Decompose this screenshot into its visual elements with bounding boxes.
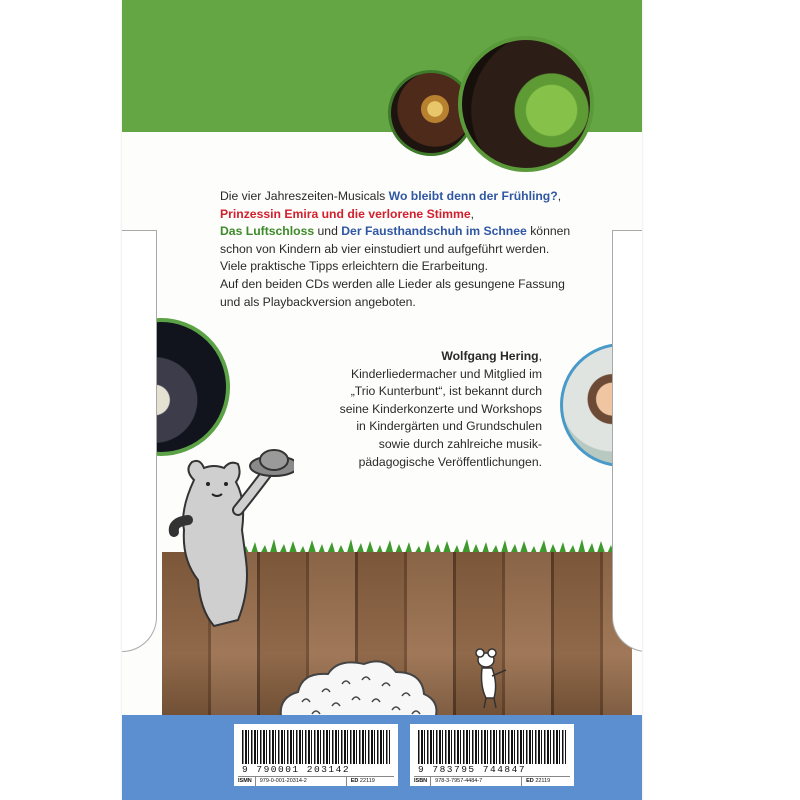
curtain-right	[612, 230, 642, 652]
bio-line-1: Kinderliedermacher und Mitglied im	[350, 366, 542, 381]
barcode-footer	[414, 776, 570, 786]
ismn-value: 979-0-001-20314-2	[256, 777, 347, 786]
bio-line-6: pädagogische Veröffentlichungen.	[358, 454, 542, 469]
curtain-left	[122, 230, 157, 652]
edition-value: 22119	[535, 778, 551, 784]
book-back-cover	[122, 0, 642, 800]
punct: ,	[470, 206, 474, 221]
barcode-ismn	[234, 724, 398, 786]
bio-line-5: sowie durch zahlreiche musik-	[378, 436, 542, 451]
bio-line-2: „Trio Kunterbunt“, ist bekannt durch	[350, 384, 542, 399]
description-line-6: Auf den beiden CDs werden alle Lieder als gesungene Fassung	[220, 276, 565, 291]
barcode-number: 9 783795 744847	[418, 764, 527, 775]
barcode-bars	[242, 730, 390, 764]
edition-value: 22119	[359, 778, 375, 784]
connector: und	[314, 224, 342, 239]
description-text	[220, 188, 580, 311]
barcode-footer	[238, 776, 394, 786]
musical-title-mitten: Der Fausthandschuh im Schnee	[341, 224, 527, 239]
description-line-4: schon von Kindern ab vier einstudiert und aufgeführt werden.	[220, 241, 550, 256]
bio-line-4: in Kindergärten und Grundschulen	[356, 419, 542, 434]
description-line-3-end: können	[526, 224, 571, 239]
description-line-7: und als Playbackversion angeboten.	[220, 294, 416, 309]
musical-title-princess: Prinzessin Emira und die verlorene Stimme	[220, 206, 471, 221]
author-name: Wolfgang Hering	[441, 349, 539, 363]
sheep-illustration	[272, 652, 442, 722]
barcode-isbn	[410, 724, 574, 786]
punct: ,	[538, 349, 542, 363]
ismn-label: ISMN	[238, 777, 256, 786]
description-line-5: Viele praktische Tipps erleichtern die Erarbeitung.	[220, 259, 489, 274]
musical-title-castle: Das Luftschloss	[220, 224, 315, 239]
edition-label: ED	[350, 778, 359, 784]
musical-title-spring: Wo bleibt denn der Frühling?	[388, 189, 558, 203]
description-line-1: Die vier Jahreszeiten-Musicals	[220, 189, 389, 203]
bio-line-3: seine Kinderkonzerte und Workshops	[339, 401, 542, 416]
photo-child-frog-costume	[458, 36, 594, 172]
isbn-value: 978-3-7957-4484-7	[431, 777, 522, 786]
edition-label: ED	[526, 778, 534, 784]
isbn-label: ISBN	[414, 777, 431, 786]
bear-illustration	[154, 440, 294, 640]
punct: ,	[557, 189, 562, 203]
barcode-bars	[418, 730, 566, 764]
barcode-number: 9 790001 203142	[242, 764, 351, 775]
mouse-illustration	[472, 646, 512, 710]
